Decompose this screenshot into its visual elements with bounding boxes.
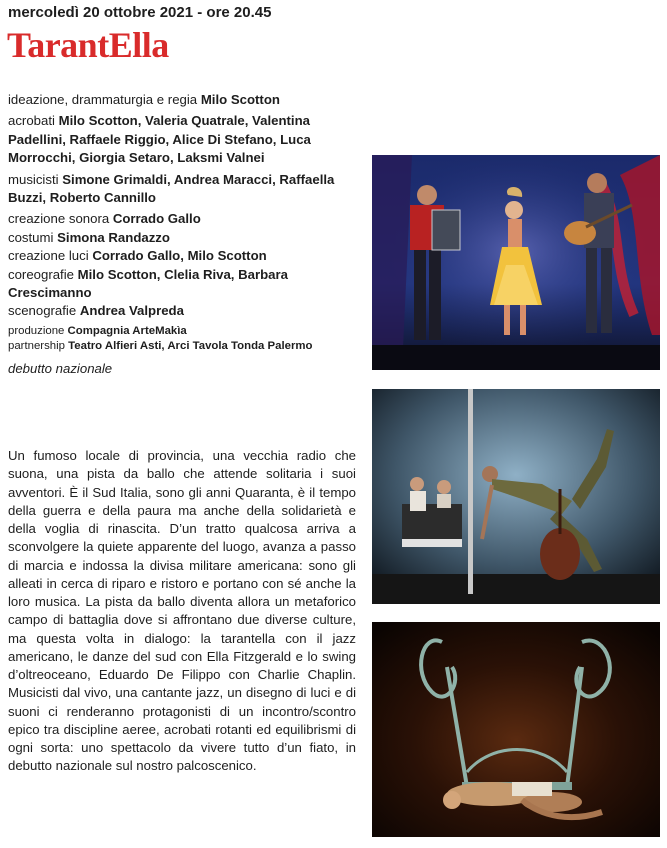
credit-name: Milo Scotton [200,92,280,107]
credit-label: creazione sonora [8,211,110,227]
credit-label: produzione [8,324,65,337]
show-description: Un fumoso locale di provincia, una vecchia radio che suona, una pista da ballo che attende solitaria i suoi avventori. È il Sud Italia, sono gli anni Quaranta, è il tempo della guerra e della paura ma anche della solidarietà e della voglia di rinascita. D’un tratto qualcosa arriva a sconvolgere la quiete apparente del luogo, avanza a passo di marcia e indossa la divisa militare americana: sono gli alleati in cerca di riparo e ristoro e portano con sé anche la loro musica. La pista da ballo diventa allora un metaforico campo di battaglia dove si affrontano due diverse culture, ma questa volta in dialogo: la tarantella con il jazz americano, le danze del sud con Ella Fitzgerald e lo swing d’oltreoceano, Eduardo De Filippo con Charlie Chaplin. Musicisti dal vivo, una cantante jazz, un disegno di luci e di suoni ci renderanno protagonisti di un incontro/scontro epico tra discipline aeree, acrobati rotanti ed equilibrismi di ogni sorta: uno spettacolo da vivere tutto d’un fiato, in debutto nazionale sul nostro palcoscenico. [8,448,356,774]
credit-label: acrobati [8,113,55,129]
credit-name: Andrea Valpreda [79,303,184,319]
credit-name: Corrado Gallo [112,211,201,227]
credit-name: Milo Scotton, Valeria Quatrale, Valentina Padellini, Raffaele Riggio, Alice Di Stefano, Luca Morrocchi, Giorgia Setaro, Laksmi Valnei [8,113,311,166]
credit-name: Corrado Gallo, Milo Scotton [92,248,267,264]
credit-label: ideazione, drammaturgia e regia [8,92,198,107]
credit-name: Compagnia ArteMakìa [67,324,187,337]
credit-name: Simona Randazzo [57,229,170,245]
credit-acrobati [8,112,363,167]
credit-name: Simone Grimaldi, Andrea Maracci, Raffaella Buzzi, Roberto Cannillo [8,171,335,206]
credit-label: coreografie [8,266,74,282]
credit-label: costumi [8,229,54,245]
event-date: mercoledì 20 ottobre 2021 - ore 20.45 [8,4,272,21]
credit-label: partnership [8,340,65,353]
credit-label: musicisti [8,171,59,187]
credit-scenografie [8,302,363,320]
debut-note: debutto nazionale [8,360,113,376]
credit-ideazione [8,91,363,109]
credit-label: scenografie [8,303,77,319]
credit-sonora [8,210,363,228]
credit-luci [8,247,363,265]
show-title: TarantElla [7,25,169,65]
credit-name: Milo Scotton, Clelia Riva, Barbara Crescimanno [8,266,288,301]
credit-costumi [8,229,363,247]
credit-name: Teatro Alfieri Asti, Arci Tavola Tonda Palermo [68,340,313,353]
credit-musicisti [8,171,363,208]
credit-produzione [8,324,363,340]
stage-photo-musicians [372,155,660,370]
credits-block [8,91,363,378]
credit-partnership [8,339,363,355]
stage-photo-acrobat-pole [372,389,660,604]
credit-label: creazione luci [8,248,89,264]
credit-coreografie [8,266,363,303]
stage-photo-aerial-swing [372,622,660,837]
